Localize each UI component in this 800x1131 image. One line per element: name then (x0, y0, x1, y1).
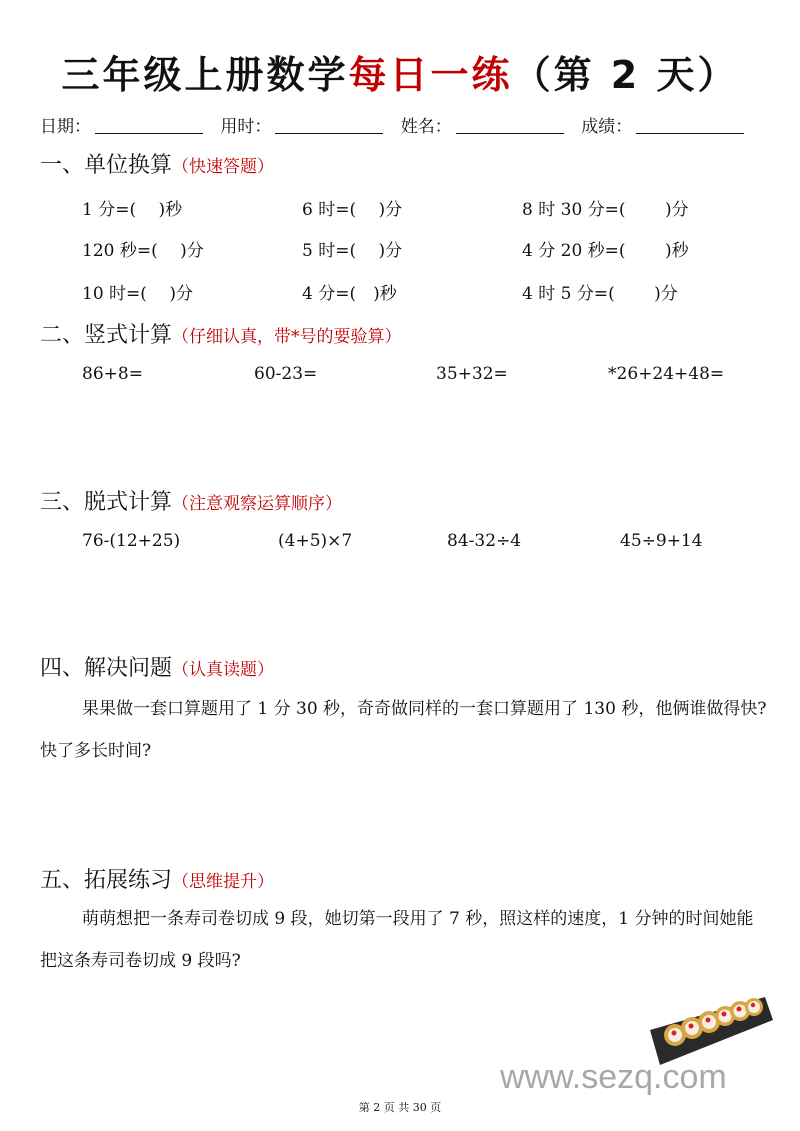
vertical-calc-item: *26+24+48= (608, 364, 725, 384)
conversion-item: 6 时=( )分 (302, 200, 403, 220)
section-note: （注意观察运算顺序） (172, 494, 343, 514)
step-calc-item: 45÷9+14 (620, 531, 703, 551)
problem-text: 果果做一套口算题用了 1 分 30 秒，奇奇做同样的一套口算题用了 130 秒，他俩谁做得快?快了多长时间? (40, 699, 767, 761)
watermark: www.sezq.com (500, 1058, 727, 1096)
problem-text: 萌萌想把一条寿司卷切成 9 段，她切第一段用了 7 秒，照这样的速度，1 分钟的时间她能把这条寿司卷切成 9 段吗? (40, 909, 754, 971)
section-note: （思维提升） (172, 872, 275, 892)
info-line (40, 112, 756, 137)
time-field[interactable] (275, 117, 383, 134)
title-day: （第 2 天） (512, 53, 739, 97)
section-title: 五、拓展练习 (40, 868, 173, 893)
section-note: （认真读题） (172, 660, 275, 680)
time-label: 用时： (220, 117, 272, 137)
section-3-heading (40, 485, 342, 516)
conversion-item: 10 时=( )分 (82, 284, 193, 304)
title-highlight: 每日一练 (348, 53, 513, 97)
section-title: 四、解决问题 (40, 656, 173, 681)
section-note: （仔细认真，带*号的要验算） (172, 327, 402, 347)
step-calc-item: 84-32÷4 (447, 531, 522, 551)
score-field[interactable] (636, 117, 744, 134)
conversion-item: 5 时=( )分 (302, 241, 403, 261)
section-title: 三、脱式计算 (40, 490, 173, 515)
section-title: 一、单位换算 (40, 153, 173, 178)
conversion-item: 8 时 30 分=( )分 (522, 200, 689, 220)
section-4-heading (40, 651, 274, 682)
date-label: 日期： (40, 117, 91, 137)
section-note: （快速答题） (172, 157, 275, 177)
sushi-image (645, 995, 775, 1067)
step-calc-item: (4+5)×7 (278, 531, 353, 551)
date-field[interactable] (95, 117, 203, 134)
conversion-item: 1 分=( )秒 (82, 200, 183, 220)
name-label: 姓名： (400, 117, 452, 137)
section-5-heading (40, 863, 274, 894)
section-title: 二、竖式计算 (40, 323, 173, 348)
page-title (0, 44, 800, 99)
vertical-calc-item: 35+32= (436, 364, 508, 384)
score-label: 成绩： (581, 117, 633, 137)
section-1-heading (40, 148, 274, 179)
conversion-item: 4 时 5 分=( )分 (522, 284, 678, 304)
name-field[interactable] (456, 117, 564, 134)
title-main: 三年级上册数学 (61, 53, 349, 97)
conversion-item: 120 秒=( )分 (82, 241, 204, 261)
conversion-item: 4 分 20 秒=( )秒 (522, 241, 689, 261)
section-2-heading (40, 318, 402, 349)
page-footer: 第 2 页 共 30 页 (358, 1101, 442, 1114)
step-calc-item: 76-(12+25) (82, 531, 181, 551)
vertical-calc-item: 60-23= (254, 364, 318, 384)
conversion-item: 4 分=( )秒 (302, 284, 397, 304)
vertical-calc-item: 86+8= (82, 364, 143, 384)
